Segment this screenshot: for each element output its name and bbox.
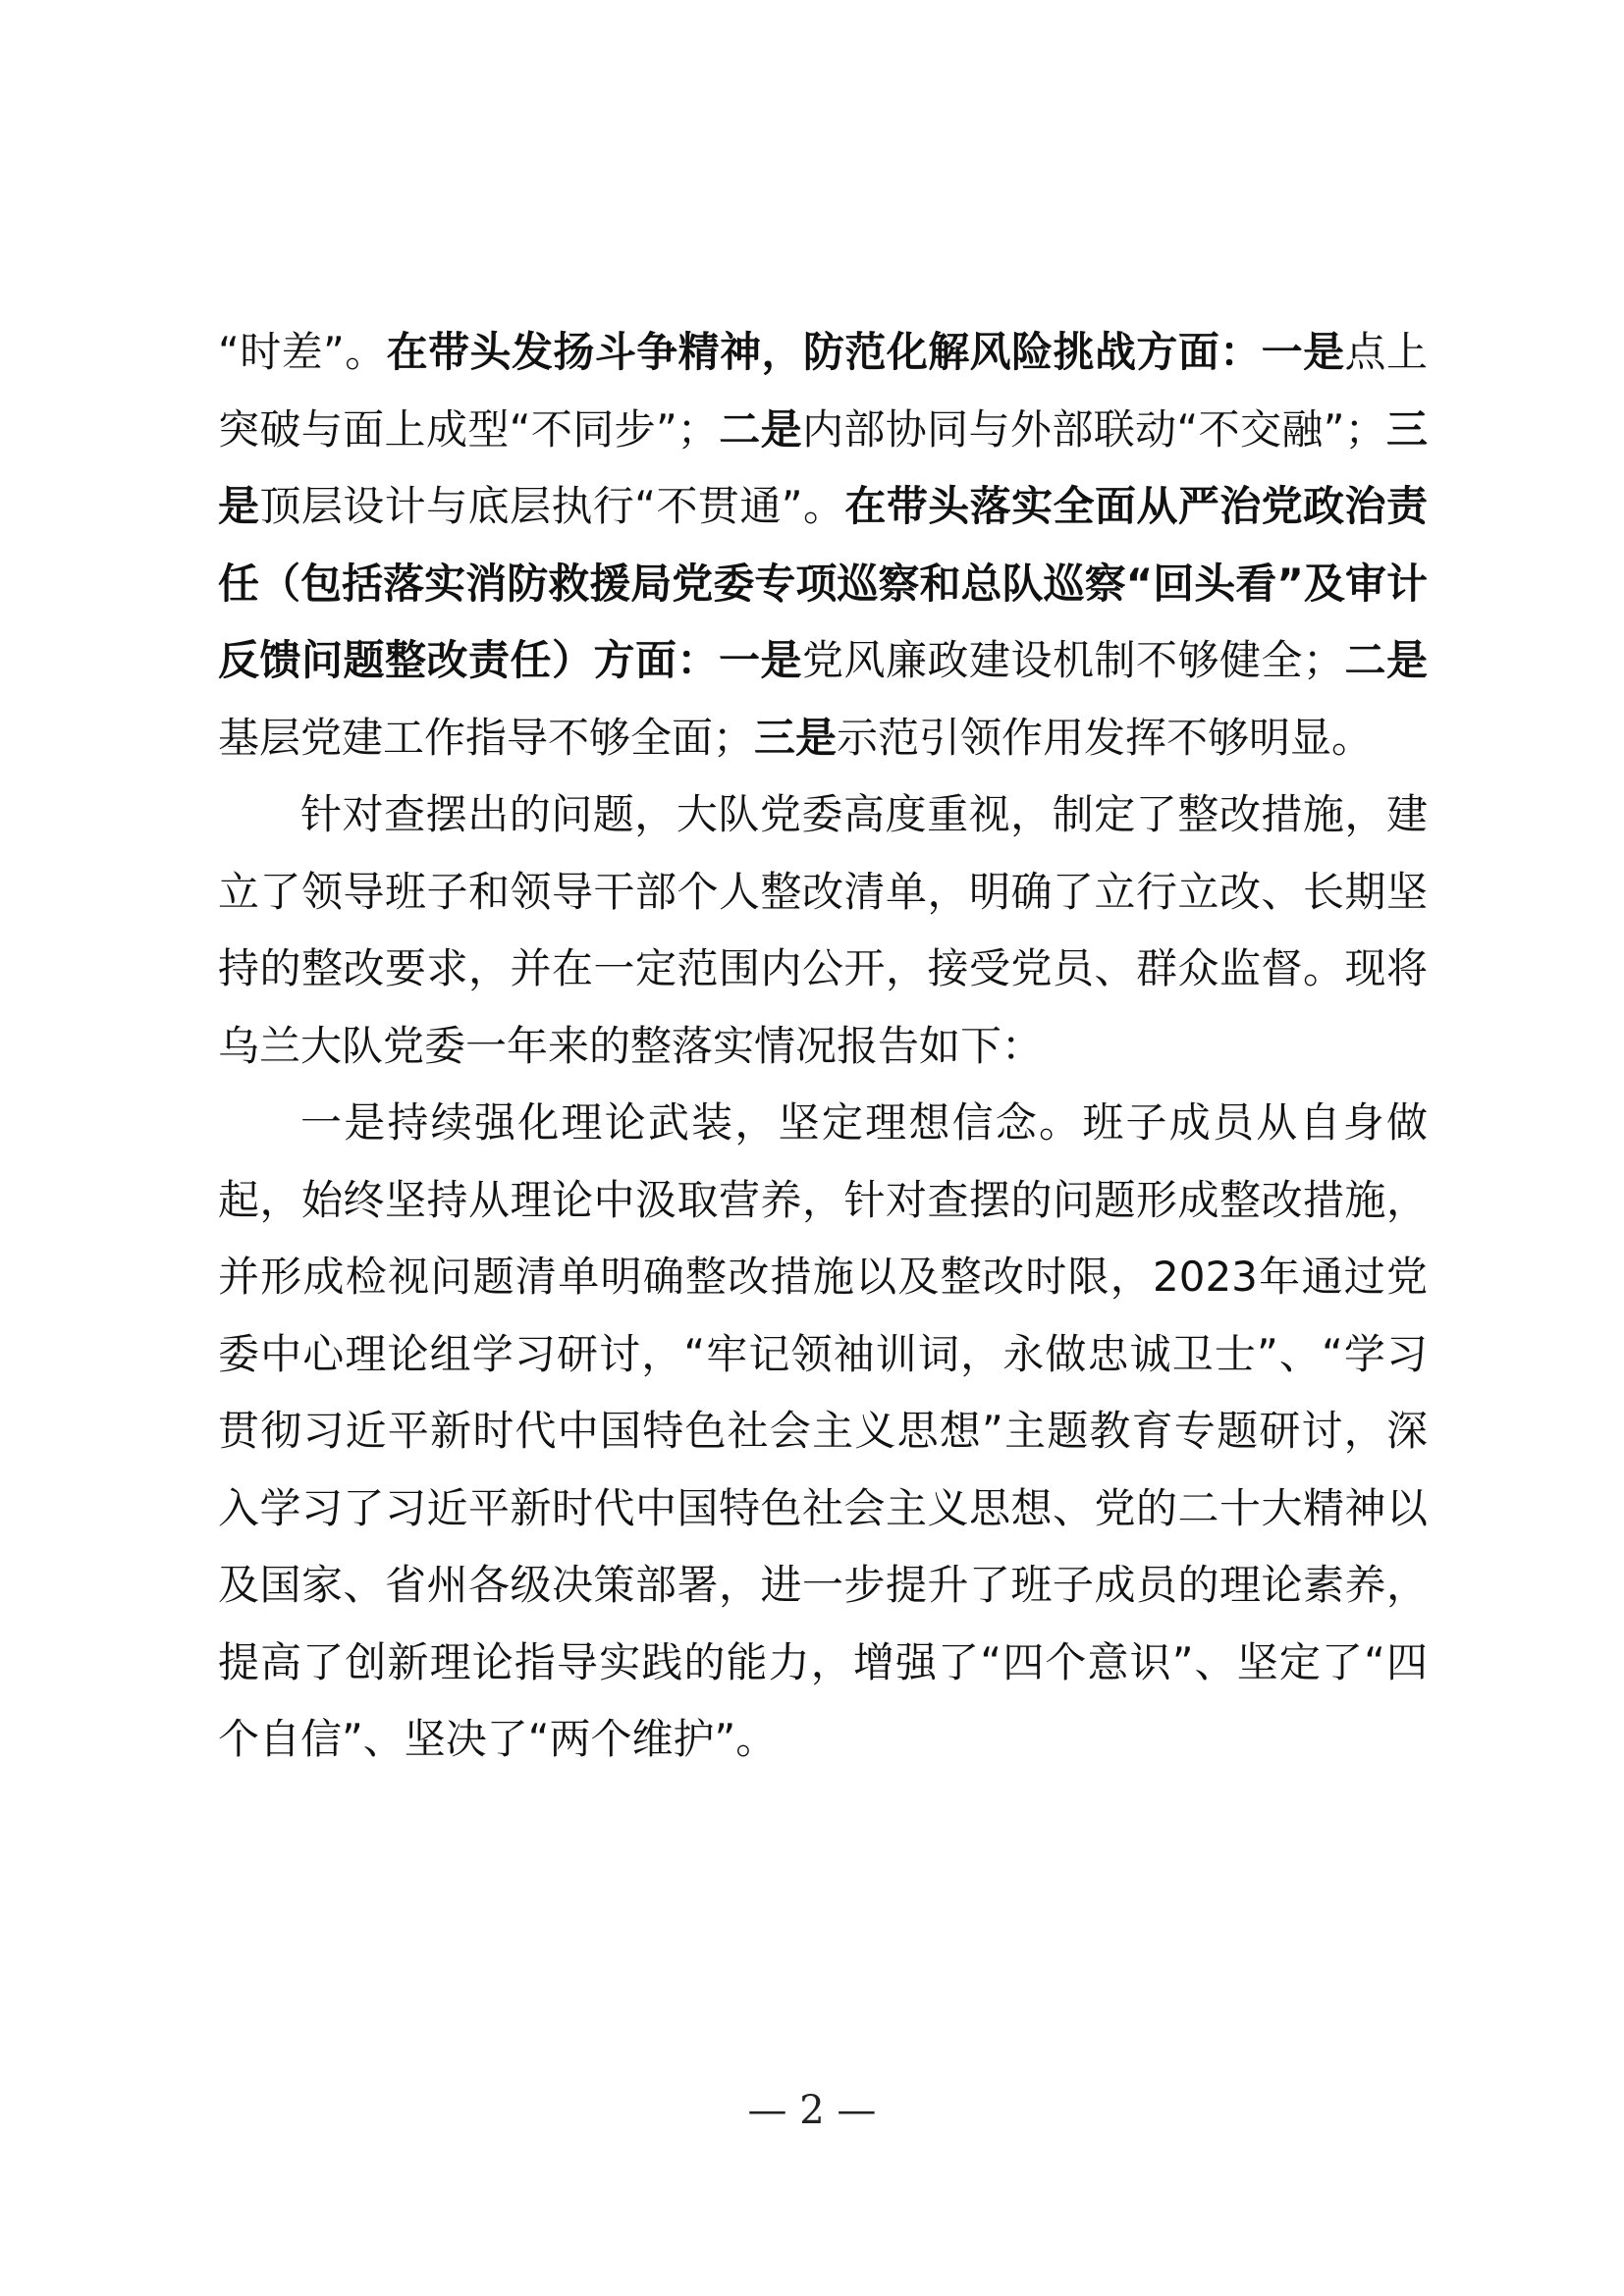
text-run-bold: 二是 — [718, 404, 802, 454]
text-run: 党风廉政建设机制不够健全； — [801, 636, 1344, 684]
paragraph-problem-list — [218, 314, 1428, 776]
text-run: 内部协同与外部联动“不交融”； — [801, 404, 1386, 454]
paragraph-rectification-intro — [218, 776, 1428, 1085]
text-run: 针对查摆出的问题，大队党委高度重视，制定了整改措施，建立了领导班子和领导干部个人整改清单，明确了立行立改、长期坚持的整改要求，并在一定范围内公开，接受党员、群众监督。现将乌兰大队党委一年来的整落实情况报告如下： — [218, 790, 1428, 1070]
text-run-bold: 二是 — [1343, 636, 1428, 684]
text-run: 示范引领作用发挥不够明显。 — [837, 713, 1374, 762]
page-number: — 2 — — [747, 2088, 877, 2133]
text-run: 顶层设计与底层执行“不贯通”。 — [259, 482, 845, 530]
text-run-bold: 在带头落实全面从严治党政治责任（包括落实消防救援局党委专项巡察和总队巡察“回头看”及审计反馈问题整改责任）方面：一是 — [218, 482, 1428, 684]
text-run-bold: 在带头发扬斗争精神，防范化解风险挑战方面：一是 — [386, 328, 1345, 376]
document-body — [218, 314, 1428, 1779]
paragraph-theory-study — [218, 1085, 1428, 1779]
text-run: 班子成员从自身做起，始终坚持从理论中汲取营养，针对查摆的问题形成整改措施，并形成检视问题清单明确整改措施以及整改时限，2023年通过党委中心理论组学习研讨，“牢记领袖训词，永做忠诚卫士”、“学习贯彻习近平新时代中国特色社会主义思想”主题教育专题研讨，深入学习了习近平新时代中国特色社会主义思想、党的二十大精神以及国家、省州各级决策部署，进一步提升了班子成员的理论素养，提高了创新理论指导实践的能力，增强了“四个意识”、坚定了“四个自信”、坚决了“两个维护”。 — [218, 1098, 1428, 1763]
text-run: 点上突破与面上成型“不同步”； — [218, 328, 1428, 454]
text-run: 基层党建工作指导不够全面； — [218, 713, 755, 762]
text-run-bold: 三是 — [218, 404, 1428, 530]
text-run: “时差”。 — [218, 328, 387, 376]
text-run-bold: 三是 — [754, 713, 838, 762]
text-run: 一是持续强化理论武装，坚定理想信念。 — [300, 1098, 1083, 1147]
